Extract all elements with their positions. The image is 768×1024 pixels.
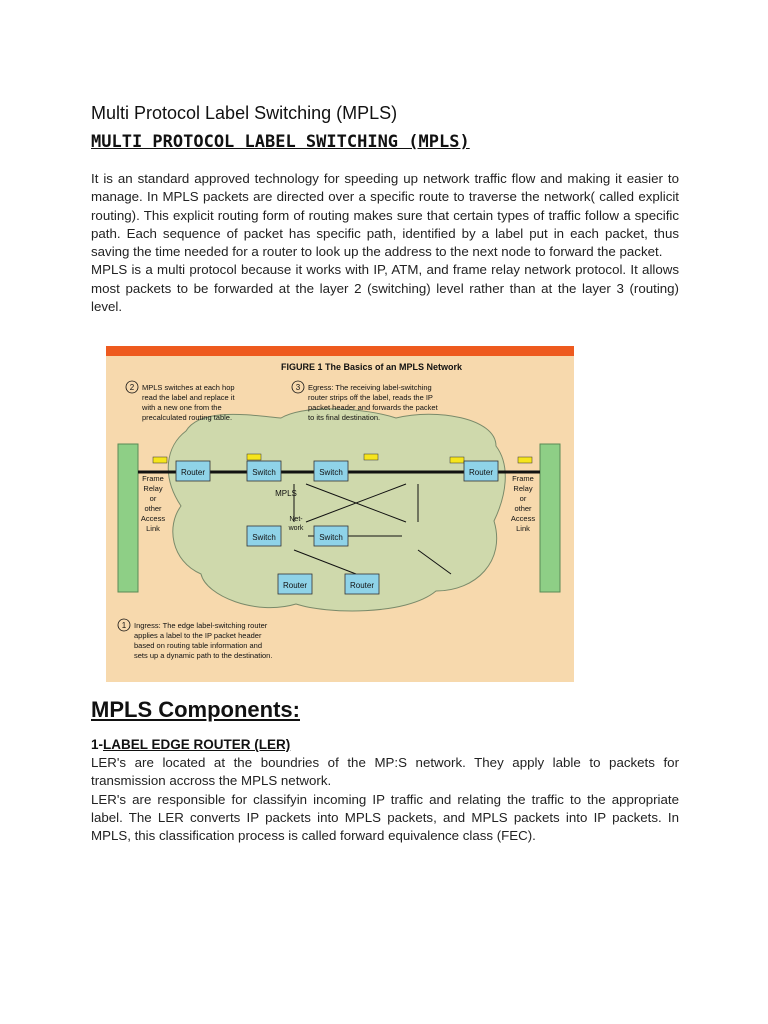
router-label: Router: [180, 468, 206, 477]
router-node: [176, 461, 210, 481]
access-label: other: [144, 504, 162, 513]
section-heading: MPLS Components:: [91, 697, 300, 722]
callout-line: read the label and replace it: [142, 393, 235, 402]
access-label: Frame: [512, 474, 534, 483]
figure-title-bar: [106, 346, 574, 356]
left-access-bar: [118, 444, 138, 592]
callout-line: Ingress: The edge label-switching router: [134, 621, 268, 630]
access-label: Link: [146, 524, 160, 533]
router-label: Router: [349, 581, 375, 590]
switch-node: [247, 461, 281, 481]
callout-line: based on routing table information and: [134, 641, 263, 650]
subsection-number: 1-: [91, 737, 104, 752]
callout-line: Egress: The receiving label-switching: [308, 383, 432, 392]
ler-paragraph: LER's are responsible for classifyin incoming IP traffic and relating the traffic to the appropriate label. The LER converts IP packets into MPLS packets, and MPLS packets into IP packets. In MPLS, this classification process is called forward equivalence class (FEC).: [91, 791, 679, 844]
access-label: or: [519, 494, 527, 503]
subsection-title: LABEL EDGE ROUTER (LER): [103, 737, 291, 752]
intro-section: [91, 170, 679, 316]
router-node: [278, 574, 312, 594]
switch-label: Switch: [252, 533, 276, 542]
callout-line: router strips off the label, reads the IP: [308, 393, 433, 402]
access-label: Frame: [142, 474, 164, 483]
cloud-label: MPLS: [275, 489, 297, 498]
callout-line: precalculated routing table.: [142, 413, 233, 422]
cloud-label: work: [288, 525, 304, 532]
switch-label: Switch: [319, 533, 343, 542]
callout-line: MPLS switches at each hop: [142, 383, 235, 392]
callout-line: to its final destination.: [308, 413, 381, 422]
router-node: [464, 461, 498, 481]
subsection-heading: [91, 737, 290, 752]
access-label: Access: [510, 514, 536, 523]
step1-callout: [134, 621, 272, 660]
switch-node: [314, 461, 348, 481]
step-number: 2: [129, 383, 135, 392]
access-label: or: [149, 494, 157, 503]
callout-line: sets up a dynamic path to the destination.: [134, 651, 273, 660]
intro-paragraph: It is an standard approved technology for speeding up network traffic flow and making it easier to manage. In MPLS packets are directed over a specific route to traverse the network( called explicit routing). This explicit routing form of routing makes sure that certain types of traffic follow a specific path. Each sequence of packet has specific path, identified by a label put in each packet, thus saving the time needed for a router to look up the address to the next node to forward the packet.: [91, 171, 679, 260]
access-label: other: [514, 504, 532, 513]
step-number: 3: [295, 383, 301, 392]
document-heading: MULTI PROTOCOL LABEL SWITCHING (MPLS): [91, 132, 470, 152]
callout-line: applies a label to the IP packet header: [134, 631, 262, 640]
document-title: Multi Protocol Label Switching (MPLS): [91, 103, 398, 123]
switch-node: [314, 526, 348, 546]
cloud-label: Net-: [289, 516, 303, 523]
intro-paragraph: MPLS is a multi protocol because it works with IP, ATM, and frame relay network protocol. It allows most packets to be forwarded at the layer 2 (switching) level rather than at the layer 3 (routing) level.: [91, 262, 679, 315]
switch-node: [247, 526, 281, 546]
switch-label: Switch: [319, 468, 343, 477]
access-label: Link: [516, 524, 530, 533]
router-label: Router: [282, 581, 308, 590]
access-label: Relay: [143, 484, 163, 493]
mpls-figure: [106, 346, 574, 686]
figure-title: FIGURE 1 The Basics of an MPLS Network: [281, 362, 463, 372]
callout-line: packet header and forwards the packet: [308, 403, 438, 412]
switch-label: Switch: [252, 468, 276, 477]
router-node: [345, 574, 379, 594]
router-label: Router: [468, 468, 494, 477]
callout-line: with a new one from the: [142, 403, 222, 412]
right-access-bar: [540, 444, 560, 592]
step2-callout: [141, 383, 235, 422]
access-label: Access: [140, 514, 166, 523]
ler-section: [91, 754, 679, 845]
ler-paragraph: LER's are located at the boundries of the MP:S network. They apply lable to packets for transmission accross the MPLS network.: [91, 755, 679, 789]
step-number: 1: [121, 621, 127, 630]
access-label: Relay: [513, 484, 533, 493]
